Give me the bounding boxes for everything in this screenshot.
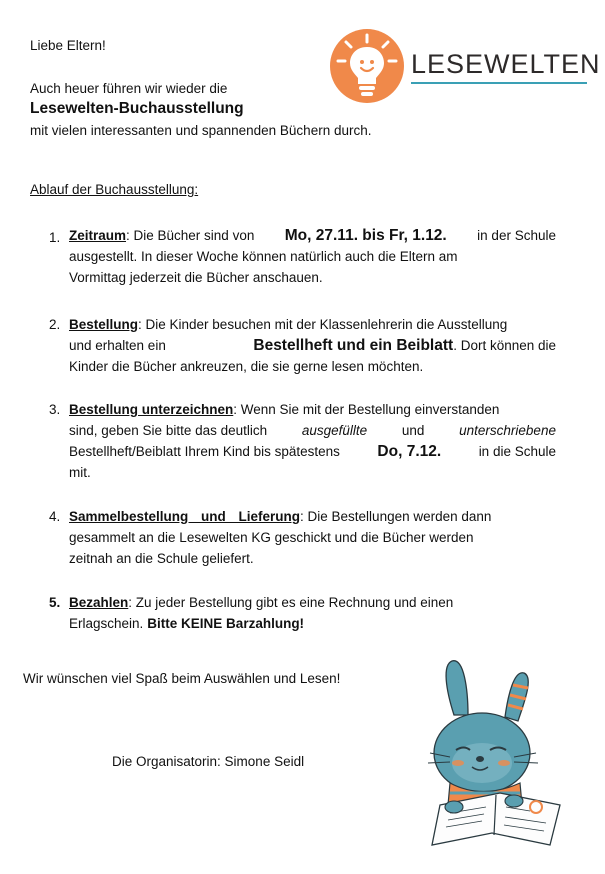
section-heading: Ablauf der Buchausstellung: [30, 182, 199, 197]
item-4: Sammelbestellung und Lieferung: Die Bestellungen werden dann gesammelt an die Lesewelten KG geschickt und die Bücher werden zeitnah an die Schule geliefert. [69, 509, 492, 566]
item-1-number: 1. [49, 230, 61, 245]
item-4-number: 4. [49, 509, 61, 524]
logo-text: LESEWELTEN [411, 49, 601, 79]
organizer-signature-line: Die Organisatorin: Simone Seidl [112, 754, 305, 769]
event-title: Lesewelten-Buchausstellung [30, 100, 244, 117]
intro-line-1: Auch heuer führen wir wieder die [30, 81, 228, 96]
item-1: Zeitraum: Die Bücher sind von Mo, 27.11. bis Fr, 1.12. in der Schule ausgestellt. In dieser Woche können natürlich auch die Eltern am Vormittag jederzeit die Bücher anschauen. [69, 227, 556, 285]
item-3-heading: Bestellung unterzeichnen [69, 402, 234, 417]
item-2-booklet: Bestellheft und ein Beiblatt [253, 337, 454, 354]
item-1-date-range: Mo, 27.11. bis Fr, 1.12. [284, 227, 447, 244]
item-3-number: 3. [49, 402, 61, 417]
item-1-heading: Zeitraum [69, 228, 127, 243]
item-4-heading: Sammelbestellung und Lieferung [69, 509, 301, 524]
greeting: Liebe Eltern! [30, 38, 106, 53]
reading-bunny-icon [410, 655, 570, 855]
logo-underline [411, 82, 587, 84]
intro-line-2: mit vielen interessanten und spannenden Büchern durch. [30, 123, 372, 138]
item-5-number: 5. [49, 595, 61, 610]
item-5-no-cash: Bitte KEINE Barzahlung! [147, 616, 305, 631]
item-3-deadline: Do, 7.12. [377, 443, 442, 460]
item-2-heading: Bestellung [69, 317, 139, 332]
item-2: Bestellung: Die Kinder besuchen mit der Klassenlehrerin die Ausstellung und erhalten ein Bestellheft und ein Beiblatt. Dort können die Kinder die Bücher ankreuzen, die sie gerne lesen möchten. [69, 317, 556, 374]
item-3: Bestellung unterzeichnen: Wenn Sie mit der Bestellung einverstanden sind, geben Sie bitte das deutlich ausgefüllte und unterschriebene Bestellheft/Beiblatt Ihrem Kind bis spätestens Do, 7.12. in die Schule mit. [69, 402, 556, 480]
logo-bulb-icon [328, 27, 406, 105]
item-5-heading: Bezahlen [69, 595, 129, 610]
closing-wish: Wir wünschen viel Spaß beim Auswählen und Lesen! [23, 671, 341, 686]
item-5: Bezahlen: Zu jeder Bestellung gibt es eine Rechnung und einen Erlagschein. Bitte KEINE Barzahlung! [69, 592, 556, 634]
item-2-number: 2. [49, 317, 61, 332]
